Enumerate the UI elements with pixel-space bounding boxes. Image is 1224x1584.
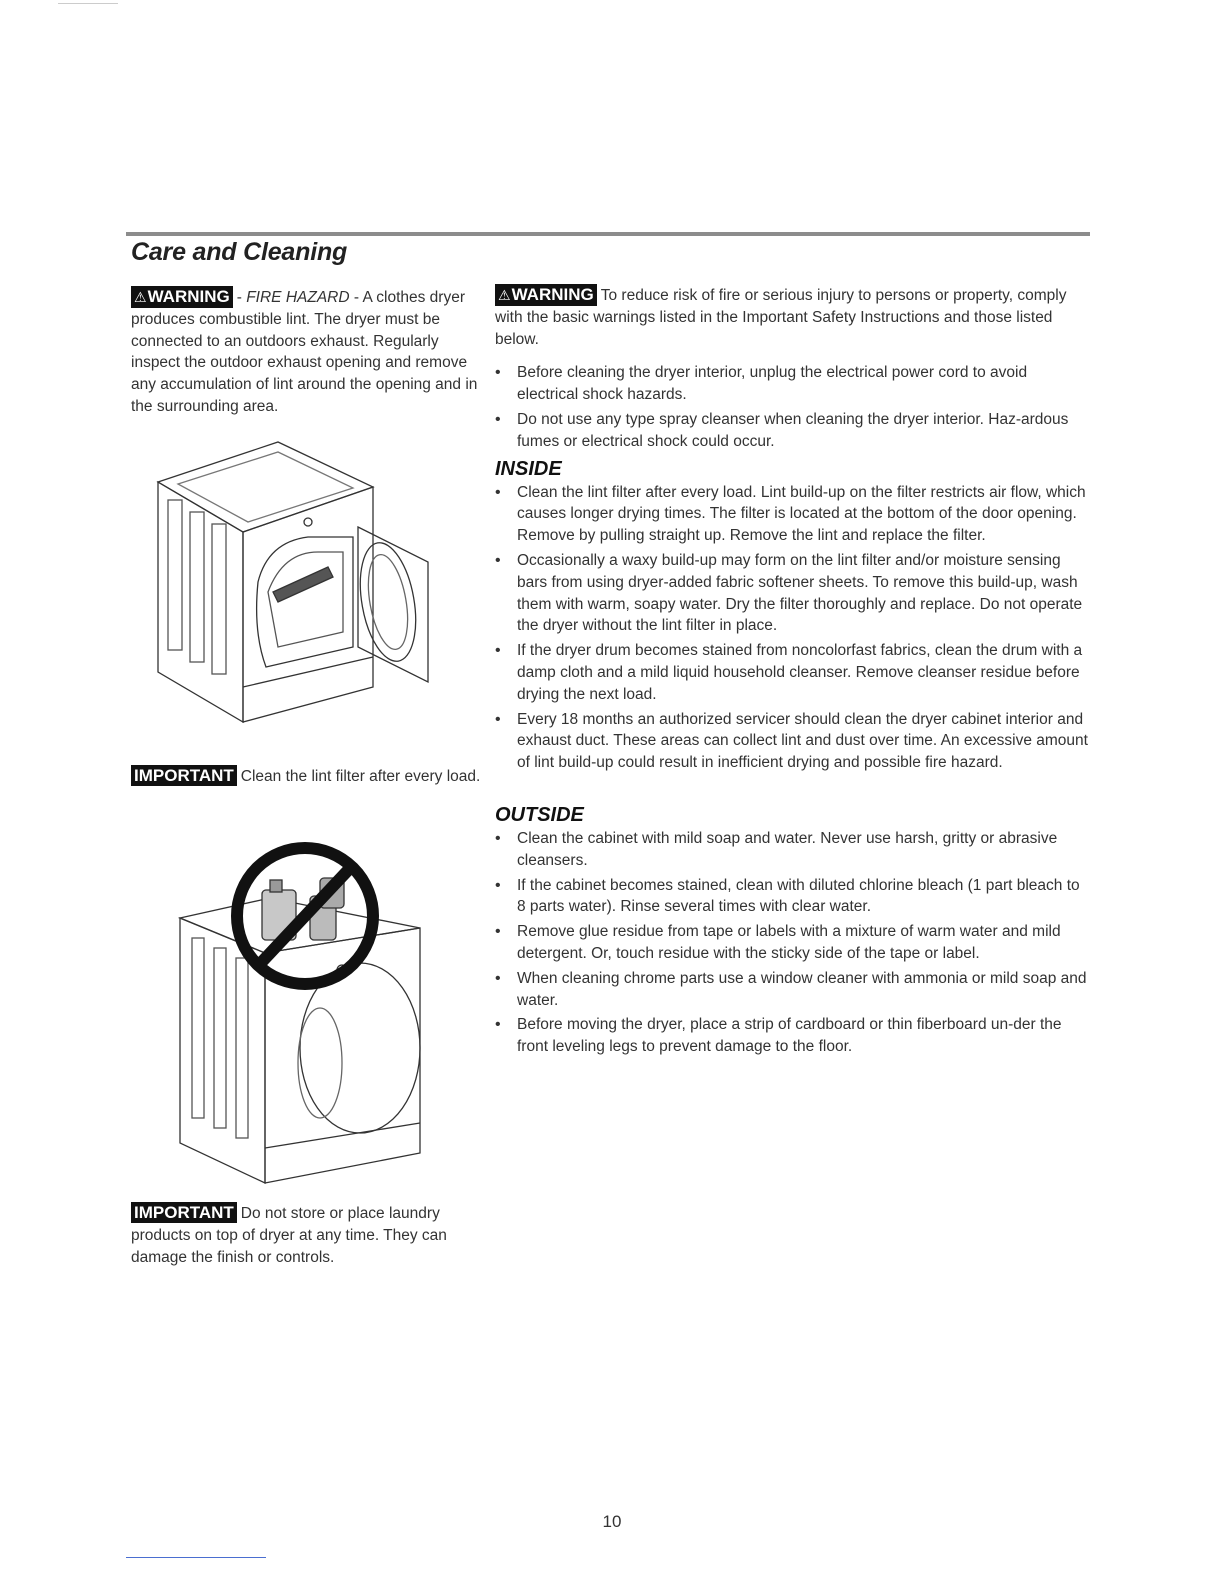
left-warning-text: - A clothes dryer produces combustible lint. The dryer must be connected to an outdoors exhaust. Regularly inspect the outdoor exhaust opening and remove any accumulation of lint around the opening and in the surrounding area.	[131, 289, 478, 415]
inside-bullets	[495, 482, 1090, 774]
outside-bullets	[495, 828, 1090, 1058]
list-item: • Clean the cabinet with mild soap and water. Never use harsh, gritty or abrasive cleansers.	[495, 828, 1090, 872]
left-warning	[131, 286, 486, 418]
right-warning-text: To reduce risk of fire or serious injury to persons or property, comply with the basic warnings listed in the Important Safety Instructions and those listed below.	[495, 287, 1067, 348]
dryer-open-door-illustration	[148, 432, 448, 732]
list-item: • If the cabinet becomes stained, clean with diluted chlorine bleach (1 part bleach to 8 parts water). Rinse several times with clear water.	[495, 875, 1090, 919]
inside-heading: INSIDE	[495, 457, 562, 480]
important-note-2	[131, 1202, 491, 1268]
warning-triangle-icon: ⚠	[134, 289, 147, 305]
left-warning-paragraph: ⚠WARNING - FIRE HAZARD - A clothes dryer produces combustible lint. The dryer must be connected to an outdoors exhaust. Regularly inspect the outdoor exhaust opening and remove any accumulation of lint around the opening and in the surrounding area.	[131, 287, 478, 415]
list-item: • Clean the lint filter after every load. Lint build-up on the filter restricts air flow, which causes longer drying times. The filter is located at the bottom of the door opening. Remove by pulling straight up. Remove the lint and replace the filter.	[495, 482, 1090, 547]
list-item: • Occasionally a waxy build-up may form on the lint filter and/or moisture sensing bars from using dryer-added fabric softener sheets. To remove this build-up, wash them with warm, soapy water. Dry the filter thoroughly and replace. Do not operate the dryer without the lint filter in place.	[495, 550, 1090, 637]
right-column	[495, 284, 1090, 1061]
scan-mark	[58, 3, 118, 4]
important-text: Clean the lint filter after every load.	[240, 768, 481, 785]
warning-triangle-icon: ⚠	[498, 287, 511, 303]
list-item: • Do not use any type spray cleanser when cleaning the dryer interior. Haz-ardous fumes or electrical shock could occur.	[495, 409, 1090, 453]
footer-line	[126, 1557, 266, 1558]
hazard-label: FIRE HAZARD	[246, 289, 350, 306]
list-item: • Before moving the dryer, place a strip of cardboard or thin fiberboard un-der the front leveling legs to prevent damage to the floor.	[495, 1014, 1090, 1058]
list-item: • Before cleaning the dryer interior, unplug the electrical power cord to avoid electrical shock hazards.	[495, 362, 1090, 406]
warning-badge: ⚠WARNING	[495, 284, 597, 306]
list-item: • When cleaning chrome parts use a window cleaner with ammonia or mild soap and water.	[495, 968, 1090, 1012]
list-item: • Remove glue residue from tape or labels with a mixture of warm water and mild detergent. Or, touch residue with the sticky side of the tape or label.	[495, 921, 1090, 965]
outside-heading: OUTSIDE	[495, 803, 584, 826]
page-title: Care and Cleaning	[131, 238, 348, 266]
list-item: • If the dryer drum becomes stained from noncolorfast fabrics, clean the drum with a damp cloth and a mild liquid household cleanser. Remove cleanser residue before drying the next load.	[495, 640, 1090, 705]
warning-bullets	[495, 362, 1090, 452]
warning-badge: ⚠WARNING	[131, 286, 233, 308]
important-badge: IMPORTANT	[131, 1202, 237, 1223]
list-item: • Every 18 months an authorized servicer should clean the dryer cabinet interior and exhaust duct. These areas can collect lint and dust over time. An excessive amount of lint build-up could result in inefficient drying and possible fire hazard.	[495, 709, 1090, 774]
page-number: 10	[602, 1512, 622, 1531]
header-rule	[126, 232, 1090, 236]
right-warning-paragraph	[495, 284, 1090, 350]
important-badge: IMPORTANT	[131, 765, 237, 786]
no-products-on-dryer-illustration	[170, 838, 440, 1188]
important-text: Do not store or place laundry products on top of dryer at any time. They can damage the finish or controls.	[131, 1205, 447, 1266]
important-note-1	[131, 765, 486, 788]
